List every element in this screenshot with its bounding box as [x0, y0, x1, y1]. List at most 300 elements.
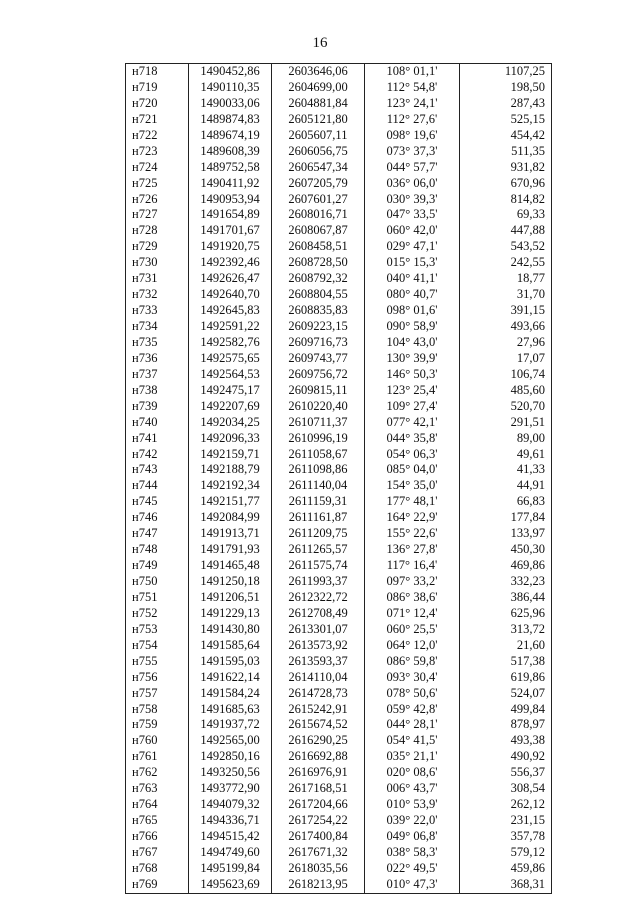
distance-cell: 133,97 [460, 526, 552, 542]
point-name-cell: н754 [126, 638, 189, 654]
point-name-cell: н739 [126, 399, 189, 415]
table-row [126, 128, 552, 144]
table-row [126, 638, 552, 654]
x-coordinate-cell: 1493250,56 [189, 765, 272, 781]
direction-angle-cell: 146° 50,3' [365, 367, 460, 383]
x-coordinate-cell: 1491465,48 [189, 558, 272, 574]
x-coordinate-cell: 1491937,72 [189, 717, 272, 733]
y-coordinate-cell: 2610996,19 [272, 431, 365, 447]
distance-cell: 49,61 [460, 447, 552, 463]
table-row [126, 144, 552, 160]
table-row [126, 112, 552, 128]
point-name-cell: н745 [126, 494, 189, 510]
point-name-cell: н767 [126, 845, 189, 861]
y-coordinate-cell: 2608804,55 [272, 287, 365, 303]
y-coordinate-cell: 2608016,71 [272, 207, 365, 223]
y-coordinate-cell: 2616290,25 [272, 733, 365, 749]
table-row [126, 877, 552, 893]
distance-cell: 106,74 [460, 367, 552, 383]
table-row [126, 271, 552, 287]
table-row [126, 861, 552, 877]
table-row [126, 574, 552, 590]
point-name-cell: н727 [126, 207, 189, 223]
direction-angle-cell: 054° 06,3' [365, 447, 460, 463]
distance-cell: 198,50 [460, 80, 552, 96]
point-name-cell: н760 [126, 733, 189, 749]
direction-angle-cell: 080° 40,7' [365, 287, 460, 303]
distance-cell: 625,96 [460, 606, 552, 622]
table-row [126, 654, 552, 670]
distance-cell: 447,88 [460, 223, 552, 239]
x-coordinate-cell: 1490110,35 [189, 80, 272, 96]
x-coordinate-cell: 1491584,24 [189, 686, 272, 702]
table-row [126, 733, 552, 749]
distance-cell: 89,00 [460, 431, 552, 447]
x-coordinate-cell: 1492034,25 [189, 415, 272, 431]
distance-cell: 493,38 [460, 733, 552, 749]
distance-cell: 27,96 [460, 335, 552, 351]
table-row [126, 64, 552, 80]
direction-angle-cell: 086° 59,8' [365, 654, 460, 670]
x-coordinate-cell: 1492084,99 [189, 510, 272, 526]
y-coordinate-cell: 2608835,83 [272, 303, 365, 319]
table-row [126, 717, 552, 733]
x-coordinate-cell: 1492207,69 [189, 399, 272, 415]
y-coordinate-cell: 2611159,31 [272, 494, 365, 510]
direction-angle-cell: 022° 49,5' [365, 861, 460, 877]
direction-angle-cell: 040° 41,1' [365, 271, 460, 287]
y-coordinate-cell: 2605607,11 [272, 128, 365, 144]
x-coordinate-cell: 1491920,75 [189, 239, 272, 255]
distance-cell: 18,77 [460, 271, 552, 287]
table-row [126, 542, 552, 558]
table-row [126, 813, 552, 829]
point-name-cell: н726 [126, 192, 189, 208]
y-coordinate-cell: 2611265,57 [272, 542, 365, 558]
x-coordinate-cell: 1490411,92 [189, 176, 272, 192]
table-row [126, 223, 552, 239]
distance-cell: 619,86 [460, 670, 552, 686]
x-coordinate-cell: 1492188,79 [189, 462, 272, 478]
x-coordinate-cell: 1492591,22 [189, 319, 272, 335]
x-coordinate-cell: 1492626,47 [189, 271, 272, 287]
x-coordinate-cell: 1491913,71 [189, 526, 272, 542]
x-coordinate-cell: 1492096,33 [189, 431, 272, 447]
point-name-cell: н763 [126, 781, 189, 797]
page-number: 16 [312, 35, 328, 51]
point-name-cell: н720 [126, 96, 189, 112]
y-coordinate-cell: 2612322,72 [272, 590, 365, 606]
point-name-cell: н764 [126, 797, 189, 813]
x-coordinate-cell: 1491229,13 [189, 606, 272, 622]
point-name-cell: н742 [126, 447, 189, 463]
x-coordinate-cell: 1491791,93 [189, 542, 272, 558]
y-coordinate-cell: 2612708,49 [272, 606, 365, 622]
point-name-cell: н757 [126, 686, 189, 702]
distance-cell: 670,96 [460, 176, 552, 192]
point-name-cell: н769 [126, 877, 189, 893]
x-coordinate-cell: 1489674,19 [189, 128, 272, 144]
x-coordinate-cell: 1494336,71 [189, 813, 272, 829]
y-coordinate-cell: 2617168,51 [272, 781, 365, 797]
point-name-cell: н735 [126, 335, 189, 351]
y-coordinate-cell: 2616692,88 [272, 749, 365, 765]
y-coordinate-cell: 2613573,92 [272, 638, 365, 654]
direction-angle-cell: 117° 16,4' [365, 558, 460, 574]
y-coordinate-cell: 2611993,37 [272, 574, 365, 590]
direction-angle-cell: 164° 22,9' [365, 510, 460, 526]
table-row [126, 558, 552, 574]
distance-cell: 517,38 [460, 654, 552, 670]
direction-angle-cell: 064° 12,0' [365, 638, 460, 654]
direction-angle-cell: 109° 27,4' [365, 399, 460, 415]
distance-cell: 1107,25 [460, 64, 552, 80]
point-name-cell: н734 [126, 319, 189, 335]
direction-angle-cell: 097° 33,2' [365, 574, 460, 590]
distance-cell: 556,37 [460, 765, 552, 781]
x-coordinate-cell: 1491585,64 [189, 638, 272, 654]
distance-cell: 357,78 [460, 829, 552, 845]
point-name-cell: н729 [126, 239, 189, 255]
coordinates-table [125, 63, 552, 894]
table-row [126, 686, 552, 702]
y-coordinate-cell: 2604699,00 [272, 80, 365, 96]
direction-angle-cell: 086° 38,6' [365, 590, 460, 606]
direction-angle-cell: 006° 43,7' [365, 781, 460, 797]
direction-angle-cell: 010° 47,3' [365, 877, 460, 893]
direction-angle-cell: 123° 24,1' [365, 96, 460, 112]
point-name-cell: н762 [126, 765, 189, 781]
y-coordinate-cell: 2615674,52 [272, 717, 365, 733]
point-name-cell: н766 [126, 829, 189, 845]
distance-cell: 524,07 [460, 686, 552, 702]
direction-angle-cell: 073° 37,3' [365, 144, 460, 160]
table-row [126, 749, 552, 765]
table-row [126, 606, 552, 622]
x-coordinate-cell: 1489874,83 [189, 112, 272, 128]
distance-cell: 485,60 [460, 383, 552, 399]
table-row [126, 462, 552, 478]
table-row [126, 494, 552, 510]
point-name-cell: н738 [126, 383, 189, 399]
x-coordinate-cell: 1494749,60 [189, 845, 272, 861]
direction-angle-cell: 060° 25,5' [365, 622, 460, 638]
x-coordinate-cell: 1492640,70 [189, 287, 272, 303]
point-name-cell: н749 [126, 558, 189, 574]
table-row [126, 415, 552, 431]
direction-angle-cell: 136° 27,8' [365, 542, 460, 558]
point-name-cell: н740 [126, 415, 189, 431]
table-row [126, 670, 552, 686]
direction-angle-cell: 071° 12,4' [365, 606, 460, 622]
distance-cell: 511,35 [460, 144, 552, 160]
distance-cell: 313,72 [460, 622, 552, 638]
y-coordinate-cell: 2605121,80 [272, 112, 365, 128]
point-name-cell: н736 [126, 351, 189, 367]
distance-cell: 579,12 [460, 845, 552, 861]
x-coordinate-cell: 1495623,69 [189, 877, 272, 893]
table-row [126, 303, 552, 319]
point-name-cell: н731 [126, 271, 189, 287]
distance-cell: 931,82 [460, 160, 552, 176]
y-coordinate-cell: 2608792,32 [272, 271, 365, 287]
y-coordinate-cell: 2611140,04 [272, 478, 365, 494]
direction-angle-cell: 123° 25,4' [365, 383, 460, 399]
direction-angle-cell: 177° 48,1' [365, 494, 460, 510]
y-coordinate-cell: 2613593,37 [272, 654, 365, 670]
direction-angle-cell: 112° 27,6' [365, 112, 460, 128]
point-name-cell: н718 [126, 64, 189, 80]
direction-angle-cell: 090° 58,9' [365, 319, 460, 335]
distance-cell: 31,70 [460, 287, 552, 303]
y-coordinate-cell: 2617254,22 [272, 813, 365, 829]
table-row [126, 239, 552, 255]
y-coordinate-cell: 2608458,51 [272, 239, 365, 255]
x-coordinate-cell: 1491250,18 [189, 574, 272, 590]
table-row [126, 702, 552, 718]
distance-cell: 878,97 [460, 717, 552, 733]
point-name-cell: н733 [126, 303, 189, 319]
point-name-cell: н758 [126, 702, 189, 718]
distance-cell: 41,33 [460, 462, 552, 478]
y-coordinate-cell: 2614110,04 [272, 670, 365, 686]
distance-cell: 262,12 [460, 797, 552, 813]
table-row [126, 255, 552, 271]
y-coordinate-cell: 2606056,75 [272, 144, 365, 160]
direction-angle-cell: 060° 42,0' [365, 223, 460, 239]
point-name-cell: н752 [126, 606, 189, 622]
table-row [126, 797, 552, 813]
x-coordinate-cell: 1491595,03 [189, 654, 272, 670]
direction-angle-cell: 054° 41,5' [365, 733, 460, 749]
distance-cell: 69,33 [460, 207, 552, 223]
table-row [126, 96, 552, 112]
direction-angle-cell: 085° 04,0' [365, 462, 460, 478]
y-coordinate-cell: 2618213,95 [272, 877, 365, 893]
distance-cell: 332,23 [460, 574, 552, 590]
table-row [126, 781, 552, 797]
x-coordinate-cell: 1492582,76 [189, 335, 272, 351]
table-row [126, 287, 552, 303]
table-row [126, 80, 552, 96]
y-coordinate-cell: 2603646,06 [272, 64, 365, 80]
direction-angle-cell: 130° 39,9' [365, 351, 460, 367]
point-name-cell: н724 [126, 160, 189, 176]
x-coordinate-cell: 1492645,83 [189, 303, 272, 319]
direction-angle-cell: 108° 01,1' [365, 64, 460, 80]
table-row [126, 590, 552, 606]
direction-angle-cell: 029° 47,1' [365, 239, 460, 255]
x-coordinate-cell: 1491685,63 [189, 702, 272, 718]
x-coordinate-cell: 1489608,39 [189, 144, 272, 160]
y-coordinate-cell: 2606547,34 [272, 160, 365, 176]
y-coordinate-cell: 2610711,37 [272, 415, 365, 431]
table-row [126, 335, 552, 351]
distance-cell: 525,15 [460, 112, 552, 128]
distance-cell: 499,84 [460, 702, 552, 718]
table-row [126, 383, 552, 399]
distance-cell: 242,55 [460, 255, 552, 271]
x-coordinate-cell: 1492475,17 [189, 383, 272, 399]
direction-angle-cell: 059° 42,8' [365, 702, 460, 718]
direction-angle-cell: 038° 58,3' [365, 845, 460, 861]
distance-cell: 291,51 [460, 415, 552, 431]
distance-cell: 490,92 [460, 749, 552, 765]
point-name-cell: н722 [126, 128, 189, 144]
table-row [126, 399, 552, 415]
point-name-cell: н756 [126, 670, 189, 686]
distance-cell: 543,52 [460, 239, 552, 255]
direction-angle-cell: 049° 06,8' [365, 829, 460, 845]
direction-angle-cell: 154° 35,0' [365, 478, 460, 494]
y-coordinate-cell: 2609743,77 [272, 351, 365, 367]
table-row [126, 845, 552, 861]
table-row [126, 447, 552, 463]
point-name-cell: н719 [126, 80, 189, 96]
direction-angle-cell: 044° 57,7' [365, 160, 460, 176]
distance-cell: 450,30 [460, 542, 552, 558]
point-name-cell: н730 [126, 255, 189, 271]
distance-cell: 454,42 [460, 128, 552, 144]
x-coordinate-cell: 1491622,14 [189, 670, 272, 686]
point-name-cell: н747 [126, 526, 189, 542]
direction-angle-cell: 078° 50,6' [365, 686, 460, 702]
distance-cell: 368,31 [460, 877, 552, 893]
point-name-cell: н748 [126, 542, 189, 558]
y-coordinate-cell: 2611575,74 [272, 558, 365, 574]
x-coordinate-cell: 1492565,00 [189, 733, 272, 749]
y-coordinate-cell: 2604881,84 [272, 96, 365, 112]
point-name-cell: н759 [126, 717, 189, 733]
point-name-cell: н743 [126, 462, 189, 478]
table-row [126, 351, 552, 367]
x-coordinate-cell: 1492575,65 [189, 351, 272, 367]
point-name-cell: н765 [126, 813, 189, 829]
distance-cell: 177,84 [460, 510, 552, 526]
x-coordinate-cell: 1494515,42 [189, 829, 272, 845]
x-coordinate-cell: 1495199,84 [189, 861, 272, 877]
point-name-cell: н728 [126, 223, 189, 239]
x-coordinate-cell: 1492850,16 [189, 749, 272, 765]
distance-cell: 493,66 [460, 319, 552, 335]
x-coordinate-cell: 1490953,94 [189, 192, 272, 208]
x-coordinate-cell: 1492392,46 [189, 255, 272, 271]
table-row [126, 622, 552, 638]
y-coordinate-cell: 2614728,73 [272, 686, 365, 702]
point-name-cell: н723 [126, 144, 189, 160]
distance-cell: 66,83 [460, 494, 552, 510]
direction-angle-cell: 036° 06,0' [365, 176, 460, 192]
direction-angle-cell: 039° 22,0' [365, 813, 460, 829]
x-coordinate-cell: 1489752,58 [189, 160, 272, 176]
x-coordinate-cell: 1493772,90 [189, 781, 272, 797]
table-row [126, 160, 552, 176]
y-coordinate-cell: 2608728,50 [272, 255, 365, 271]
x-coordinate-cell: 1491430,80 [189, 622, 272, 638]
y-coordinate-cell: 2611161,87 [272, 510, 365, 526]
distance-cell: 44,91 [460, 478, 552, 494]
direction-angle-cell: 044° 35,8' [365, 431, 460, 447]
distance-cell: 814,82 [460, 192, 552, 208]
table-row [126, 192, 552, 208]
point-name-cell: н751 [126, 590, 189, 606]
direction-angle-cell: 044° 28,1' [365, 717, 460, 733]
x-coordinate-cell: 1494079,32 [189, 797, 272, 813]
direction-angle-cell: 020° 08,6' [365, 765, 460, 781]
table-row [126, 367, 552, 383]
y-coordinate-cell: 2609716,73 [272, 335, 365, 351]
y-coordinate-cell: 2609223,15 [272, 319, 365, 335]
y-coordinate-cell: 2617400,84 [272, 829, 365, 845]
table-row [126, 176, 552, 192]
point-name-cell: н725 [126, 176, 189, 192]
table-row [126, 431, 552, 447]
y-coordinate-cell: 2613301,07 [272, 622, 365, 638]
direction-angle-cell: 155° 22,6' [365, 526, 460, 542]
distance-cell: 469,86 [460, 558, 552, 574]
distance-cell: 308,54 [460, 781, 552, 797]
x-coordinate-cell: 1492564,53 [189, 367, 272, 383]
table-row [126, 207, 552, 223]
direction-angle-cell: 030° 39,3' [365, 192, 460, 208]
table-row [126, 319, 552, 335]
y-coordinate-cell: 2610220,40 [272, 399, 365, 415]
point-name-cell: н737 [126, 367, 189, 383]
direction-angle-cell: 077° 42,1' [365, 415, 460, 431]
distance-cell: 21,60 [460, 638, 552, 654]
y-coordinate-cell: 2607601,27 [272, 192, 365, 208]
x-coordinate-cell: 1491206,51 [189, 590, 272, 606]
y-coordinate-cell: 2608067,87 [272, 223, 365, 239]
point-name-cell: н732 [126, 287, 189, 303]
x-coordinate-cell: 1490033,06 [189, 96, 272, 112]
table-row [126, 478, 552, 494]
distance-cell: 520,70 [460, 399, 552, 415]
x-coordinate-cell: 1492159,71 [189, 447, 272, 463]
y-coordinate-cell: 2611098,86 [272, 462, 365, 478]
y-coordinate-cell: 2617204,66 [272, 797, 365, 813]
y-coordinate-cell: 2617671,32 [272, 845, 365, 861]
x-coordinate-cell: 1491654,89 [189, 207, 272, 223]
direction-angle-cell: 010° 53,9' [365, 797, 460, 813]
y-coordinate-cell: 2611209,75 [272, 526, 365, 542]
y-coordinate-cell: 2615242,91 [272, 702, 365, 718]
distance-cell: 459,86 [460, 861, 552, 877]
distance-cell: 231,15 [460, 813, 552, 829]
distance-cell: 287,43 [460, 96, 552, 112]
coordinates-table-body [126, 64, 552, 894]
direction-angle-cell: 015° 15,3' [365, 255, 460, 271]
point-name-cell: н755 [126, 654, 189, 670]
x-coordinate-cell: 1492151,77 [189, 494, 272, 510]
direction-angle-cell: 098° 19,6' [365, 128, 460, 144]
distance-cell: 386,44 [460, 590, 552, 606]
y-coordinate-cell: 2616976,91 [272, 765, 365, 781]
direction-angle-cell: 093° 30,4' [365, 670, 460, 686]
distance-cell: 17,07 [460, 351, 552, 367]
x-coordinate-cell: 1491701,67 [189, 223, 272, 239]
table-row [126, 829, 552, 845]
y-coordinate-cell: 2618035,56 [272, 861, 365, 877]
table-row [126, 765, 552, 781]
x-coordinate-cell: 1490452,86 [189, 64, 272, 80]
y-coordinate-cell: 2611058,67 [272, 447, 365, 463]
table-row [126, 510, 552, 526]
direction-angle-cell: 104° 43,0' [365, 335, 460, 351]
direction-angle-cell: 047° 33,5' [365, 207, 460, 223]
direction-angle-cell: 035° 21,1' [365, 749, 460, 765]
y-coordinate-cell: 2609756,72 [272, 367, 365, 383]
